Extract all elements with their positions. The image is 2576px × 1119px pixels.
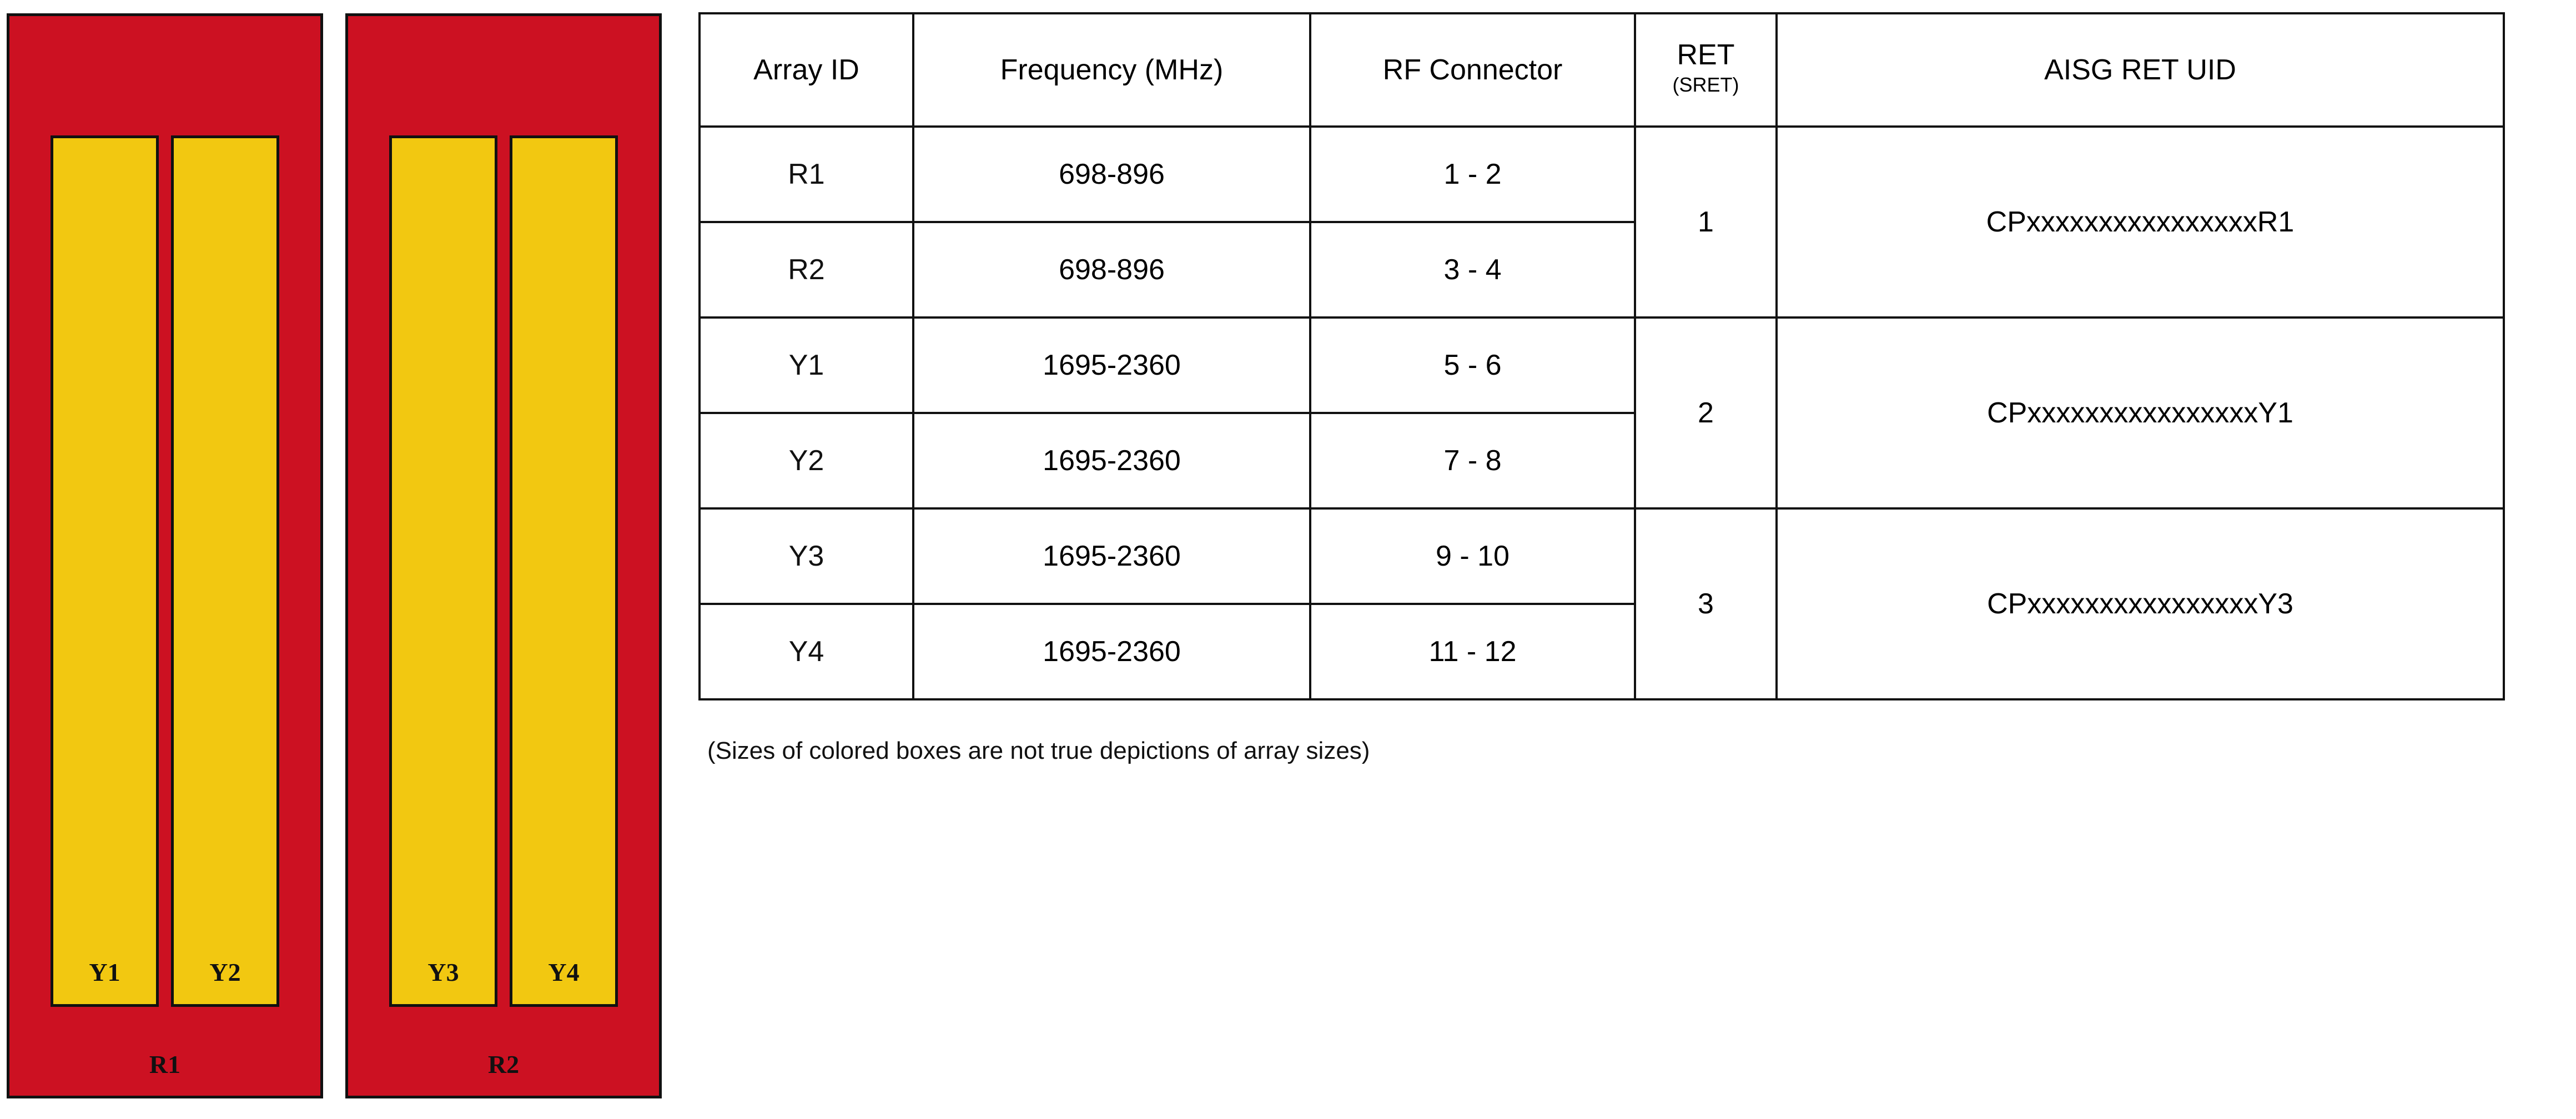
- array-box-y1: [51, 135, 159, 1007]
- cell-aisg-ret-uid: CPxxxxxxxxxxxxxxxxR1: [1777, 127, 2504, 317]
- cell-array-id: Y4: [700, 604, 913, 699]
- cell-frequency: 1695-2360: [913, 413, 1310, 508]
- table-row: [700, 508, 2504, 604]
- cell-ret: 2: [1635, 317, 1777, 508]
- cell-frequency: 698-896: [913, 222, 1310, 317]
- cell-array-id: Y3: [700, 508, 913, 604]
- cell-array-id: R1: [700, 127, 913, 222]
- cell-ret: 3: [1635, 508, 1777, 699]
- column-header-rf-connector: RF Connector: [1310, 13, 1635, 127]
- table-row: [700, 317, 2504, 413]
- panel-label-r1: R1: [149, 1050, 181, 1078]
- column-header-ret-main: RET: [1677, 38, 1735, 71]
- cell-frequency: 698-896: [913, 127, 1310, 222]
- column-header-frequency: Frequency (MHz): [913, 13, 1310, 127]
- cell-rf-connector: 5 - 6: [1310, 317, 1635, 413]
- cell-frequency: 1695-2360: [913, 508, 1310, 604]
- cell-rf-connector: 1 - 2: [1310, 127, 1635, 222]
- antenna-array-diagram: [0, 13, 683, 1101]
- table-header: [700, 13, 2504, 127]
- cell-rf-connector: 11 - 12: [1310, 604, 1635, 699]
- panel-label-r2: R2: [487, 1050, 520, 1078]
- cell-rf-connector: 3 - 4: [1310, 222, 1635, 317]
- cell-aisg-ret-uid: CPxxxxxxxxxxxxxxxxY3: [1777, 508, 2504, 699]
- cell-rf-connector: 9 - 10: [1310, 508, 1635, 604]
- array-spec-table-wrapper: [698, 12, 2511, 765]
- array-row-r1: [9, 135, 320, 1007]
- cell-array-id: Y1: [700, 317, 913, 413]
- antenna-panel-r1: [7, 13, 323, 1098]
- cell-array-id: R2: [700, 222, 913, 317]
- column-header-ret: [1635, 13, 1777, 127]
- cell-ret: 1: [1635, 127, 1777, 317]
- cell-array-id: Y2: [700, 413, 913, 508]
- table-header-row: [700, 13, 2504, 127]
- cell-frequency: 1695-2360: [913, 604, 1310, 699]
- column-header-array-id: Array ID: [700, 13, 913, 127]
- array-box-label: Y1: [89, 958, 120, 986]
- antenna-panel-r2: [345, 13, 662, 1098]
- column-header-ret-sub: (SRET): [1672, 73, 1739, 97]
- array-box-label: Y3: [427, 958, 459, 986]
- cell-rf-connector: 7 - 8: [1310, 413, 1635, 508]
- cell-frequency: 1695-2360: [913, 317, 1310, 413]
- table-row: [700, 127, 2504, 222]
- array-spec-table: [698, 12, 2505, 700]
- array-box-label: Y2: [209, 958, 241, 986]
- cell-aisg-ret-uid: CPxxxxxxxxxxxxxxxxY1: [1777, 317, 2504, 508]
- array-box-label: Y4: [548, 958, 580, 986]
- array-row-r2: [348, 135, 659, 1007]
- array-box-y4: [510, 135, 618, 1007]
- array-box-y3: [389, 135, 497, 1007]
- table-footnote: (Sizes of colored boxes are not true depictions of array sizes): [707, 737, 1370, 764]
- table-body: [700, 127, 2504, 699]
- column-header-aisg-ret-uid: AISG RET UID: [1777, 13, 2504, 127]
- array-box-y2: [171, 135, 279, 1007]
